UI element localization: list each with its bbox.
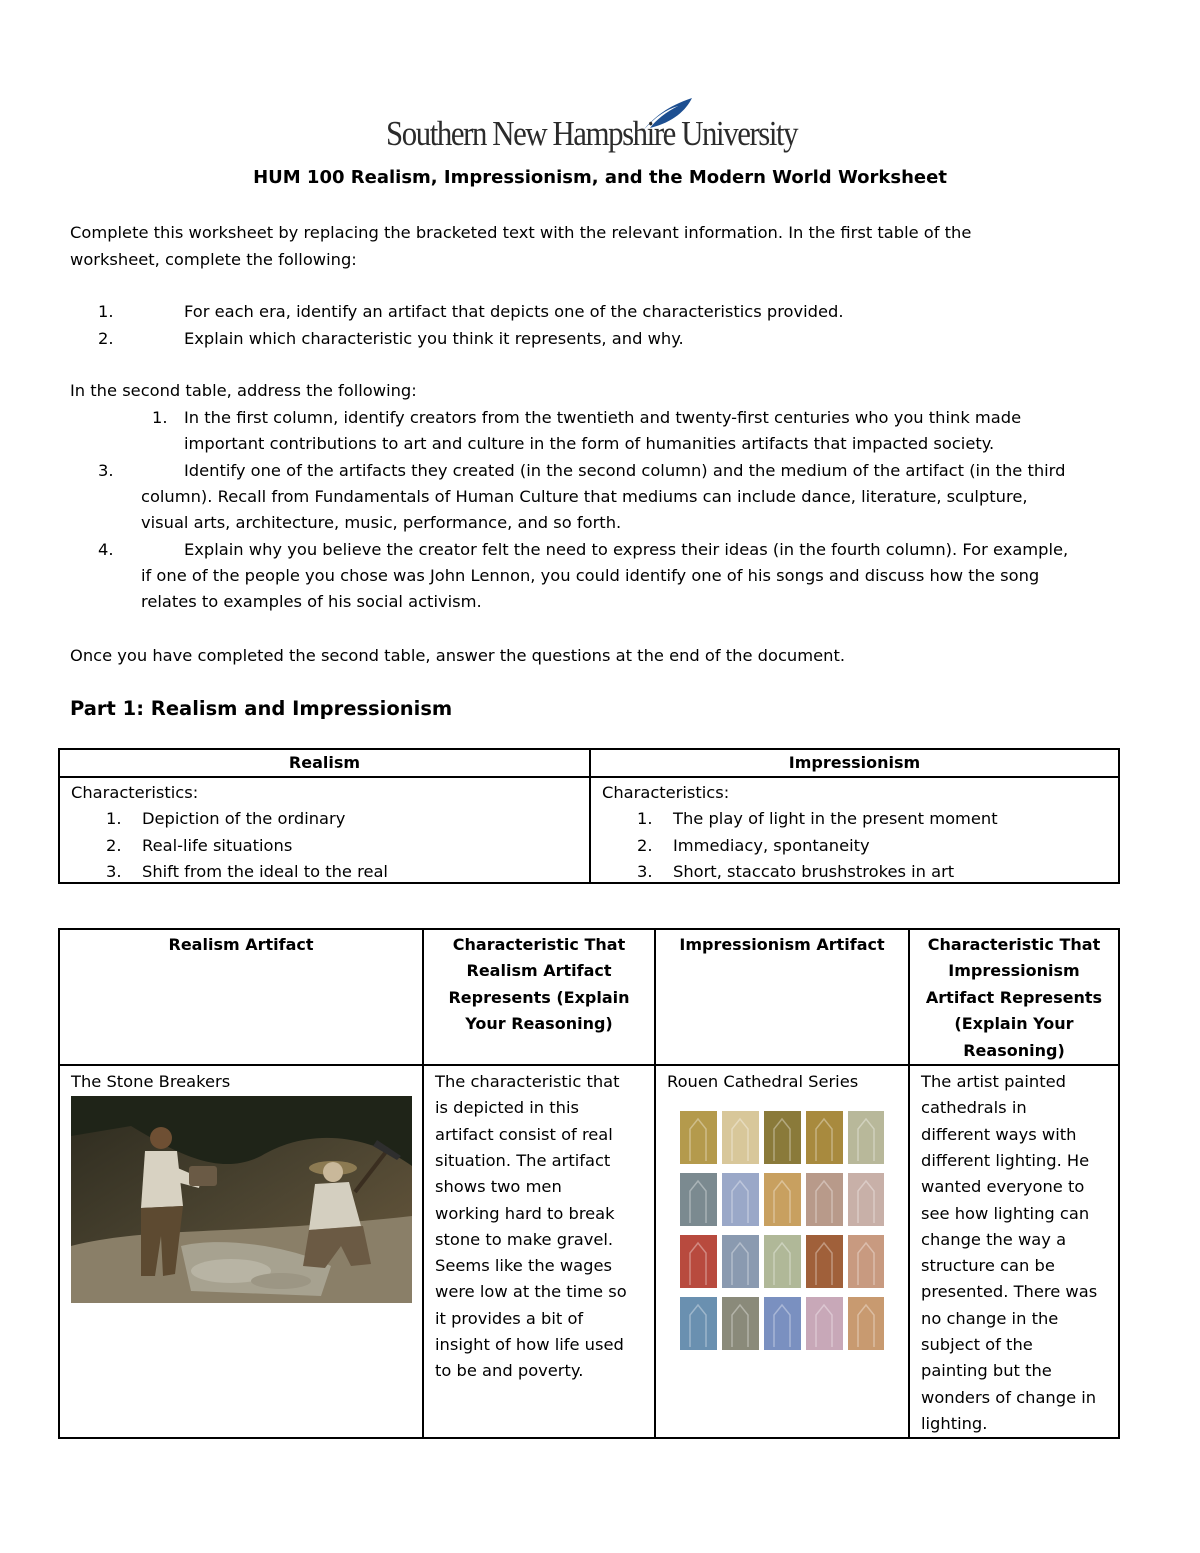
realism-header: Realism: [59, 749, 590, 777]
list-number: 1.: [98, 302, 114, 321]
reasoning-line: painting but the: [921, 1361, 1052, 1381]
reasoning-line: artifact consist of real: [435, 1124, 613, 1144]
list-item-line: visual arts, architecture, music, performance, and so forth.: [141, 513, 622, 532]
list-item: Explain which characteristic you think it represents, and why.: [184, 329, 684, 348]
impressionism-artifact-cell: [655, 1065, 909, 1438]
realism-characteristics: [59, 777, 590, 883]
worksheet-title: HUM 100 Realism, Impressionism, and the Modern World Worksheet: [253, 167, 947, 188]
reasoning-line: wanted everyone to: [921, 1177, 1085, 1197]
reasoning-line: is depicted in this: [435, 1098, 579, 1118]
impressionism-artifact-name: Rouen Cathedral Series: [667, 1072, 859, 1092]
header-line: (Explain Your: [954, 1014, 1074, 1034]
list-number: 2.: [637, 836, 653, 855]
characteristic-text: Depiction of the ordinary: [142, 809, 346, 828]
impressionism-reasoning-text: [910, 1066, 1118, 1437]
university-name: Southern New Hampshire University: [386, 114, 798, 153]
university-logo: [386, 96, 816, 162]
reasoning-line: insight of how life used: [435, 1335, 624, 1354]
reasoning-line: structure can be: [921, 1256, 1055, 1276]
header-line: Your Reasoning): [465, 1014, 613, 1034]
impressionism-header: Impressionism: [590, 749, 1119, 777]
reasoning-line: cathedrals in: [921, 1098, 1027, 1118]
list-number: 3.: [98, 461, 114, 480]
reasoning-line: different lighting. He: [921, 1150, 1090, 1170]
reasoning-line: subject of the: [921, 1335, 1033, 1354]
list-item-line: In the first column, identify creators from the twentieth and twenty-first centuries who you think made: [184, 408, 1022, 427]
header-line: Represents (Explain: [448, 987, 630, 1007]
list-item-line: important contributions to art and culture in the form of humanities artifacts that impacted society.: [184, 434, 995, 453]
list-item-line: Identify one of the artifacts they created (in the second column) and the medium of the artifact (in the third: [184, 461, 1066, 480]
header-line: Characteristic That: [452, 935, 626, 954]
list-number: 4.: [98, 540, 114, 559]
list-number: 2.: [98, 329, 114, 348]
reasoning-line: it provides a bit of: [435, 1308, 584, 1328]
list-item: [106, 806, 345, 832]
reasoning-line: no change in the: [921, 1308, 1059, 1328]
characteristics-label: Characteristics:: [71, 783, 199, 802]
realism-reasoning-cell: [423, 1065, 655, 1438]
reasoning-line: presented. There was: [921, 1282, 1098, 1302]
reasoning-line: stone to make gravel.: [435, 1229, 614, 1249]
reasoning-line: see how lighting can: [921, 1203, 1090, 1223]
stone-breakers-painting: [71, 1096, 412, 1303]
list-number: 3.: [106, 862, 122, 881]
reasoning-line: Seems like the wages: [435, 1256, 612, 1276]
reasoning-line: lighting.: [921, 1413, 988, 1433]
header-line: Characteristic That: [927, 935, 1101, 954]
part1-heading: Part 1: Realism and Impressionism: [70, 697, 453, 720]
characteristics-table: [58, 748, 1120, 884]
list-item-line: relates to examples of his social activism.: [141, 592, 482, 611]
header-realism-characteristic: [423, 929, 655, 1065]
header-line: Artifact Represents: [925, 987, 1103, 1007]
list-number: 3.: [637, 862, 653, 881]
characteristic-text: The play of light in the present moment: [673, 809, 998, 828]
impressionism-characteristics: [590, 777, 1119, 883]
list-item: For each era, identify an artifact that depicts one of the characteristics provided.: [184, 302, 844, 321]
list-item-line: Explain why you believe the creator felt the need to express their ideas (in the fourth column). For example,: [184, 540, 1069, 559]
list-item-line: column). Recall from Fundamentals of Human Culture that mediums can include dance, literature, sculpture,: [141, 487, 1028, 506]
header-line: Impressionism Artifact: [679, 935, 885, 954]
list-item: [637, 859, 954, 885]
realism-artifact-cell: [59, 1065, 423, 1438]
list-number: 1.: [152, 408, 168, 427]
list-item-line: if one of the people you chose was John Lennon, you could identify one of his songs and discuss how the song: [141, 566, 1040, 585]
list-item: [637, 833, 870, 859]
reasoning-line: working hard to break: [435, 1203, 615, 1223]
characteristic-text: Short, staccato brushstrokes in art: [673, 862, 955, 881]
reasoning-line: shows two men: [435, 1177, 562, 1197]
header-realism-artifact: [59, 929, 423, 1065]
header-line: Realism Artifact: [466, 961, 612, 981]
impressionism-reasoning-cell: [909, 1065, 1119, 1438]
realism-reasoning-text: [424, 1066, 654, 1385]
reasoning-line: were low at the time so: [435, 1282, 627, 1302]
reasoning-line: different ways with: [921, 1124, 1077, 1144]
header-line: Realism Artifact: [168, 935, 314, 954]
reasoning-line: situation. The artifact: [435, 1150, 611, 1170]
list-item: [106, 859, 388, 885]
list-item: [637, 806, 998, 832]
closing-instruction: Once you have completed the second table, answer the questions at the end of the document.: [70, 646, 846, 665]
characteristic-text: Real-life situations: [142, 836, 293, 855]
realism-artifact-name: The Stone Breakers: [71, 1072, 231, 1092]
list-number: 2.: [106, 836, 122, 855]
intro-line-2: worksheet, complete the following:: [70, 250, 357, 269]
list-number: 1.: [637, 809, 653, 828]
reasoning-line: The artist painted: [921, 1072, 1066, 1092]
header-line: Reasoning): [963, 1040, 1065, 1060]
reasoning-line: change the way a: [921, 1229, 1067, 1249]
second-intro: In the second table, address the following:: [70, 381, 417, 400]
rouen-cathedral-series-images: [680, 1111, 884, 1355]
characteristic-text: Shift from the ideal to the real: [142, 862, 388, 881]
header-impressionism-artifact: [655, 929, 909, 1065]
list-item: [106, 833, 292, 859]
header-impressionism-characteristic: [909, 929, 1119, 1065]
characteristics-label: Characteristics:: [602, 783, 730, 802]
characteristic-text: Immediacy, spontaneity: [673, 836, 870, 855]
list-number: 1.: [106, 809, 122, 828]
reasoning-line: The characteristic that: [435, 1072, 620, 1092]
reasoning-line: wonders of change in: [921, 1387, 1097, 1407]
artifact-table: [58, 928, 1120, 1439]
reasoning-line: to be and poverty.: [435, 1361, 584, 1381]
intro-line-1: Complete this worksheet by replacing the bracketed text with the relevant information. In the first table of the: [70, 223, 972, 242]
header-line: Impressionism: [948, 961, 1080, 981]
